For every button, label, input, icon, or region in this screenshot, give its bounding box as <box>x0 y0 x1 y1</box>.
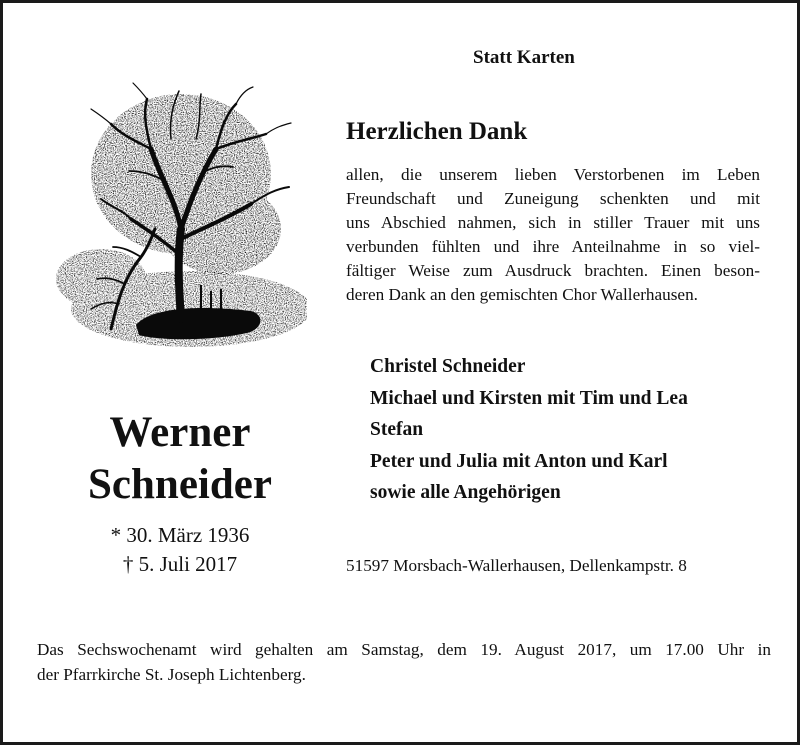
death-date: † 5. Juli 2017 <box>122 552 238 576</box>
family-line: sowie alle Angehörigen <box>370 482 561 503</box>
notice-line: der Pfarrkirche St. Joseph Lichtenberg. <box>37 665 306 684</box>
tree-illustration <box>51 79 307 365</box>
header-statt-karten: Statt Karten <box>473 47 575 68</box>
birth-date: * 30. März 1936 <box>110 523 250 547</box>
family-line: Peter und Julia mit Anton und Karl <box>370 450 668 472</box>
deceased-name <box>43 407 317 511</box>
family-line: Stefan <box>370 419 424 440</box>
thanks-line: uns Abschied nahmen, sich in stiller Trauer mit uns <box>346 213 760 232</box>
family-signatures <box>370 351 688 509</box>
family-line: Michael und Kirsten mit Tim und Lea <box>370 387 688 409</box>
thanks-line: allen, die unserem lieben Verstorbenen im Leben <box>346 165 760 184</box>
family-line: Christel Schneider <box>370 356 526 377</box>
first-name: Werner <box>109 409 251 456</box>
thanks-line: Freundschaft und Zuneigung schenkten und mit <box>346 189 760 208</box>
thanks-message <box>346 163 760 307</box>
service-notice <box>37 637 771 687</box>
thanks-title: Herzlichen Dank <box>346 118 528 145</box>
last-name: Schneider <box>88 461 272 508</box>
thanks-line: verbunden fühlten und ihre Anteilnahme in so viel- <box>346 237 760 256</box>
thanks-line: fältiger Weise zum Ausdruck brachten. Einen beson- <box>346 261 760 280</box>
address: 51597 Morsbach-Wallerhausen, Dellenkampstr. 8 <box>346 556 687 575</box>
life-dates <box>43 521 317 579</box>
thanks-line: deren Dank an den gemischten Chor Wallerhausen. <box>346 285 698 304</box>
notice-line: Das Sechswochenamt wird gehalten am Samstag, dem 19. August 2017, um 17.00 Uhr in <box>37 640 771 659</box>
